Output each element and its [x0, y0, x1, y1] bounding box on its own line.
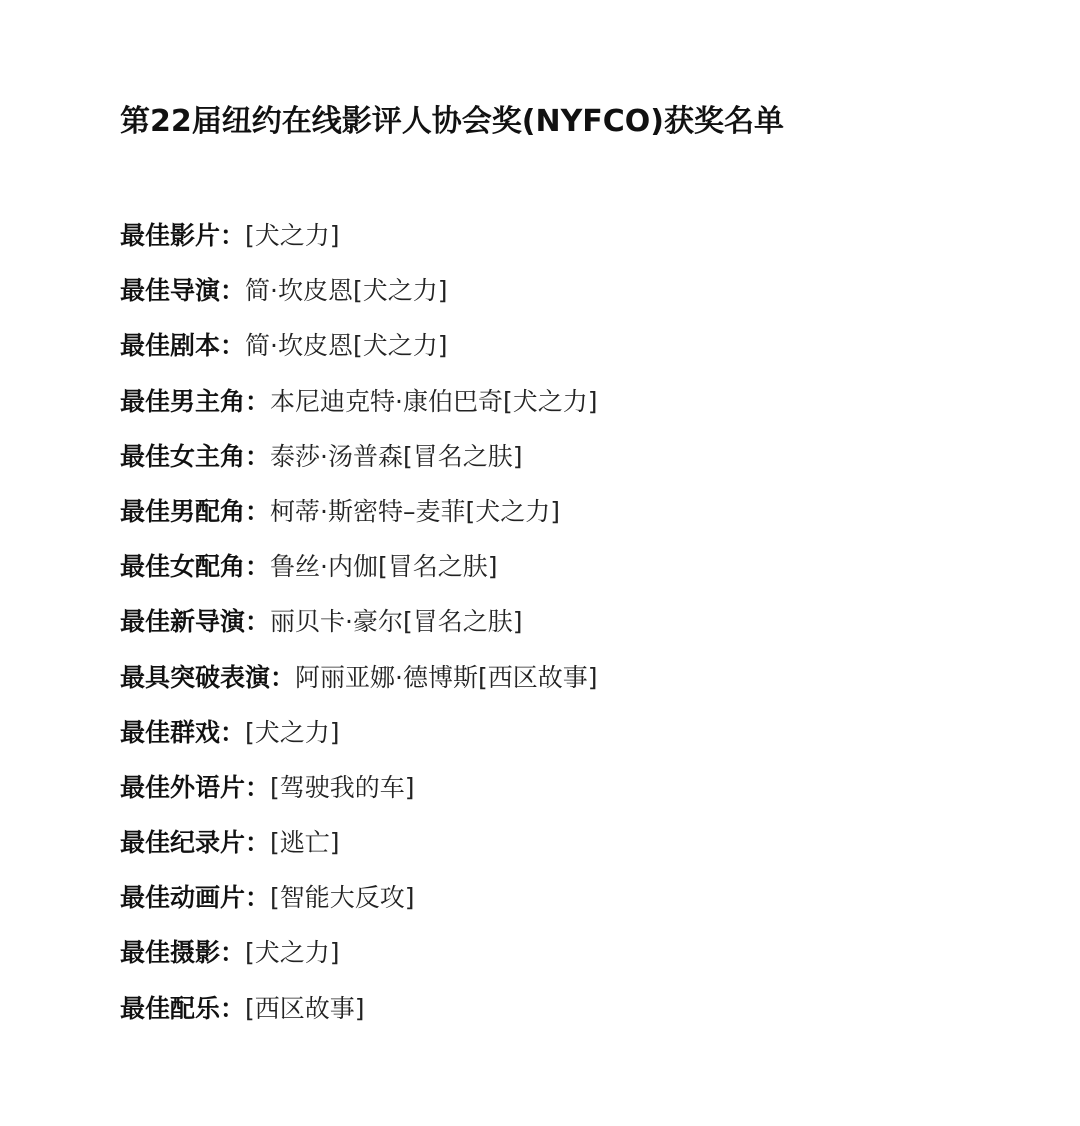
award-winner: [犬之力]	[245, 221, 340, 250]
award-winner: [逃亡]	[270, 828, 340, 858]
award-category: 最佳纪录片：	[120, 828, 271, 858]
award-row	[120, 656, 597, 711]
award-row	[120, 600, 597, 655]
award-category: 最佳新导演：	[120, 607, 271, 637]
award-category: 最佳男主角：	[120, 386, 271, 416]
award-winner: 柯蒂·斯密特–麦菲[犬之力]	[270, 496, 560, 526]
award-winner: 丽贝卡·豪尔[冒名之肤]	[270, 607, 523, 637]
award-category: 最佳群戏：	[120, 717, 246, 747]
award-winner: [犬之力]	[245, 938, 340, 968]
award-row	[120, 821, 597, 876]
award-winner: 泰莎·汤普森[冒名之肤]	[270, 441, 523, 471]
award-category: 最佳配乐：	[120, 993, 246, 1023]
award-row	[120, 435, 597, 490]
award-winner: [智能大反攻]	[270, 883, 415, 913]
award-category: 最佳摄影：	[120, 938, 246, 968]
award-row	[120, 490, 597, 545]
award-row	[120, 766, 597, 821]
award-row	[120, 269, 597, 324]
award-winner: [犬之力]	[245, 717, 340, 747]
award-winner: 简·坎皮恩[犬之力]	[245, 331, 448, 361]
award-category: 最佳女配角：	[120, 552, 271, 582]
award-row	[120, 380, 597, 435]
award-winner: 简·坎皮恩[犬之力]	[245, 276, 448, 306]
award-winner: [西区故事]	[245, 993, 365, 1023]
award-winner: 本尼迪克特·康伯巴奇[犬之力]	[270, 386, 598, 416]
award-category: 最具突破表演：	[120, 662, 296, 692]
awards-list	[120, 214, 597, 1042]
award-row	[120, 931, 597, 986]
award-row	[120, 214, 597, 269]
award-winner: [驾驶我的车]	[270, 772, 415, 802]
award-category: 最佳外语片：	[120, 772, 271, 802]
page-title: 第22届纽约在线影评人协会奖(NYFCO)获奖名单	[120, 104, 785, 139]
award-category: 最佳影片：	[120, 221, 246, 250]
award-category: 最佳女主角：	[120, 441, 271, 471]
award-category: 最佳剧本：	[120, 331, 246, 361]
award-row	[120, 987, 597, 1042]
award-category: 最佳男配角：	[120, 496, 271, 526]
award-category: 最佳导演：	[120, 276, 246, 306]
award-row	[120, 324, 597, 379]
award-row	[120, 545, 597, 600]
award-row	[120, 876, 597, 931]
award-winner: 鲁丝·内伽[冒名之肤]	[270, 552, 498, 582]
award-winner: 阿丽亚娜·德博斯[西区故事]	[295, 662, 598, 692]
award-row	[120, 711, 597, 766]
award-category: 最佳动画片：	[120, 883, 271, 913]
